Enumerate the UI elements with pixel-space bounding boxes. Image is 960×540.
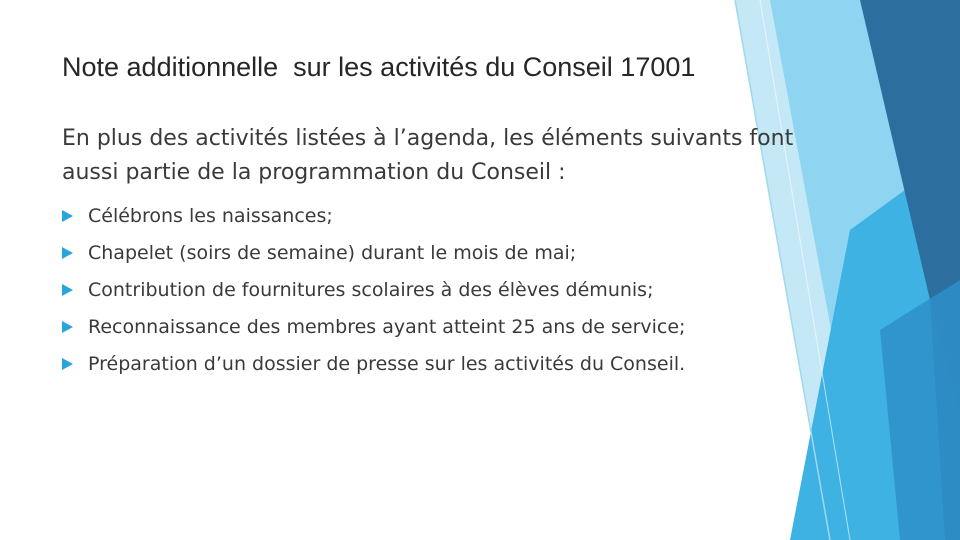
bullet-list <box>62 197 685 382</box>
intro-paragraph: En plus des activités listées à l’agenda, les éléments suivants font aussi partie de la programmation du Conseil : <box>62 126 794 185</box>
triangle-arrow-icon <box>62 321 73 333</box>
slide-title: Note additionnelle sur les activités du Conseil 17001 <box>62 52 696 82</box>
bullet-text: Préparation d’un dossier de presse sur les activités du Conseil. <box>88 352 686 375</box>
bullet-text: Chapelet (soirs de semaine) durant le mois de mai; <box>88 241 577 264</box>
bullet-item <box>62 197 685 234</box>
bullet-item <box>62 234 685 271</box>
bullet-text: Reconnaissance des membres ayant atteint 25 ans de service; <box>88 315 686 338</box>
triangle-arrow-icon <box>62 284 73 296</box>
bullet-item <box>62 308 685 345</box>
bullet-item <box>62 271 685 308</box>
bullet-text: Contribution de fournitures scolaires à des élèves démunis; <box>88 278 654 301</box>
triangle-arrow-icon <box>62 210 73 222</box>
triangle-arrow-icon <box>62 247 73 259</box>
triangle-arrow-icon <box>62 358 73 370</box>
bullet-text: Célébrons les naissances; <box>88 204 333 227</box>
bullet-item <box>62 345 685 382</box>
